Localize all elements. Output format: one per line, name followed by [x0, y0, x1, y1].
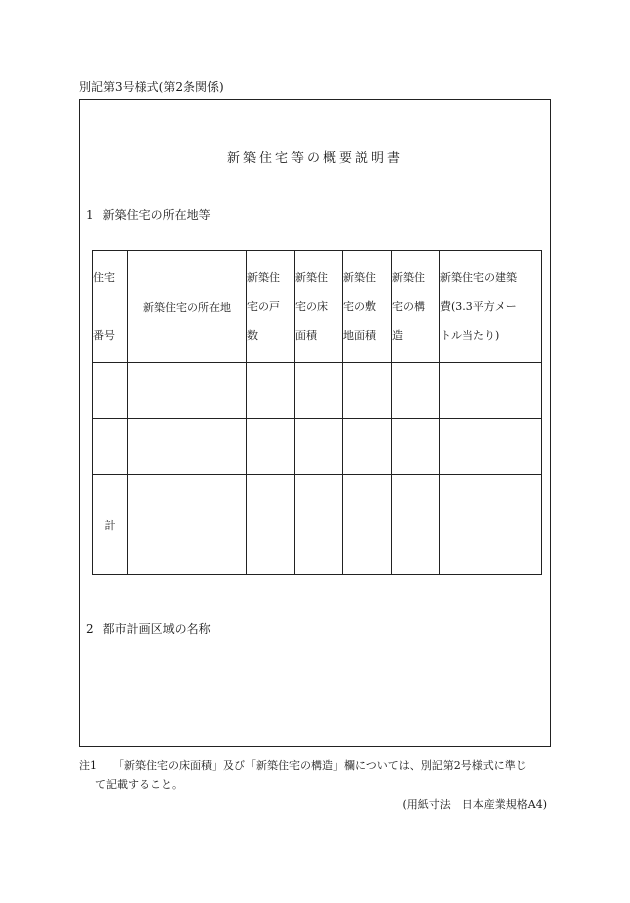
header-structure: 新築住 宅の構 造	[392, 251, 440, 363]
housing-table	[92, 250, 542, 575]
footnote	[79, 756, 559, 794]
table-cell[interactable]	[295, 475, 343, 575]
section-2-label: 都市計画区域の名称	[102, 622, 211, 636]
form-label: 別記第3号様式(第2条関係)	[79, 80, 224, 94]
table-cell[interactable]	[128, 363, 247, 419]
section-1-label: 新築住宅の所在地等	[102, 208, 211, 222]
table-row	[93, 419, 542, 475]
header-floor-area: 新築住 宅の床 面積	[295, 251, 343, 363]
table-cell[interactable]	[343, 475, 392, 575]
footnote-line-1: 注1 「新築住宅の床面積」及び「新築住宅の構造」欄については、別記第2号様式に準じ	[79, 756, 559, 775]
section-2-heading	[86, 622, 211, 636]
table-cell[interactable]	[343, 363, 392, 419]
table-cell[interactable]	[392, 363, 440, 419]
header-site-area: 新築住 宅の敷 地面積	[343, 251, 392, 363]
section-1-number: 1	[86, 208, 94, 222]
table-cell[interactable]	[440, 363, 542, 419]
table-cell[interactable]	[295, 363, 343, 419]
paper-size-note: (用紙寸法 日本産業規格A4)	[402, 798, 547, 811]
form-frame	[79, 99, 551, 747]
table-cell[interactable]	[247, 419, 295, 475]
table-cell[interactable]	[93, 363, 128, 419]
table-cell[interactable]	[128, 475, 247, 575]
total-label: 計	[93, 475, 128, 575]
header-location: 新築住宅の所在地	[128, 251, 247, 363]
table-cell[interactable]	[440, 419, 542, 475]
header-construction-cost: 新築住宅の建築 費(3.3平方メー トル当たり)	[440, 251, 542, 363]
footnote-line-2: て記載すること。	[95, 778, 183, 791]
table-cell[interactable]	[128, 419, 247, 475]
table-header-row	[93, 251, 542, 363]
table-row	[93, 363, 542, 419]
header-house-number: 住宅 番号	[93, 251, 128, 363]
table-cell[interactable]	[392, 475, 440, 575]
section-1-heading	[86, 208, 211, 222]
table-total-row	[93, 475, 542, 575]
table-cell[interactable]	[343, 419, 392, 475]
document-title: 新築住宅等の概要説明書	[226, 151, 403, 166]
section-2-number: 2	[86, 622, 94, 636]
footnote-prefix: 注1	[79, 759, 97, 772]
table-cell[interactable]	[392, 419, 440, 475]
table-cell[interactable]	[247, 363, 295, 419]
table-cell[interactable]	[440, 475, 542, 575]
header-units: 新築住 宅の戸 数	[247, 251, 295, 363]
table-cell[interactable]	[295, 419, 343, 475]
table-cell[interactable]	[93, 419, 128, 475]
table-cell[interactable]	[247, 475, 295, 575]
